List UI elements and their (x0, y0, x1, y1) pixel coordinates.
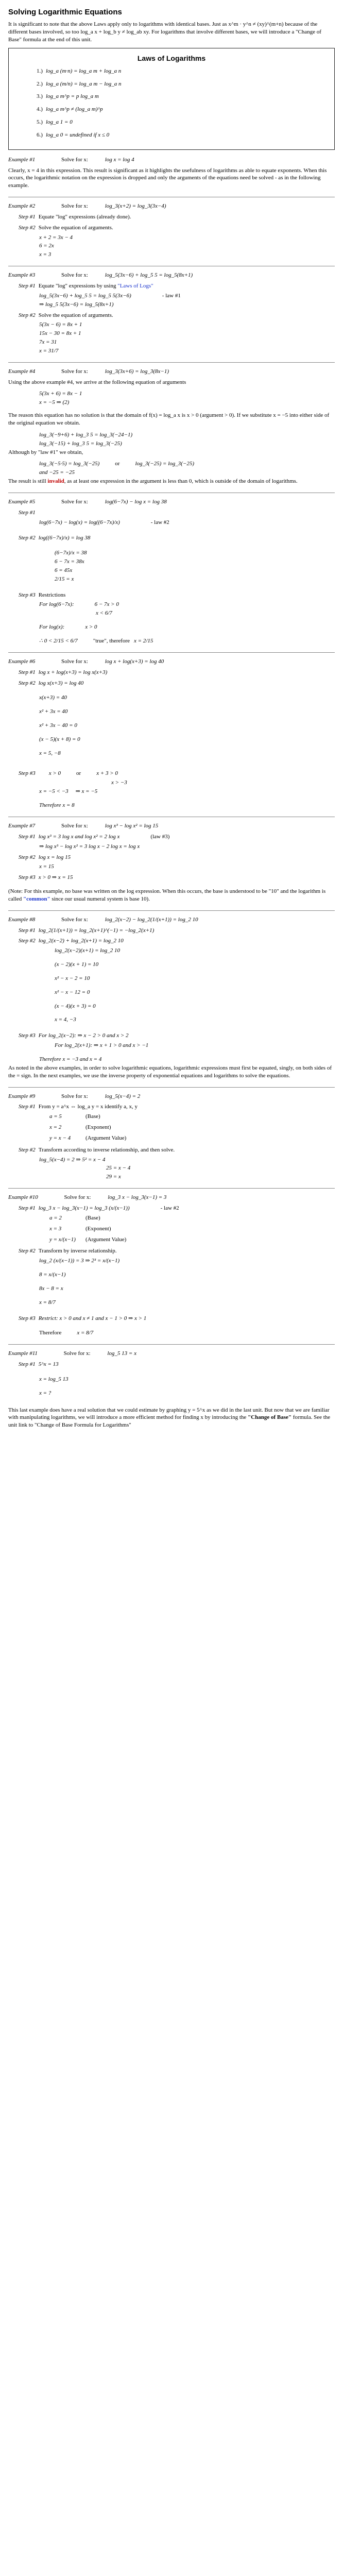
math-line: ⇒ log x³ − log x² = 3 log x − 2 log x = log x (39, 843, 140, 850)
math-line: ⇒ log_5 5(3x−6) = log_5(8x+1) (39, 301, 114, 308)
spacer (8, 884, 335, 888)
grid-desc: (Exponent) (85, 1124, 111, 1131)
spacer (8, 703, 335, 707)
law-text: log_a 0 = undefined if x ≤ 0 (46, 131, 110, 138)
step-label: Step #2 (19, 1146, 36, 1153)
change-of-base-term: "Change of Base" (248, 1414, 292, 1421)
example-equation: log_2(x−2) − log_2(1/(x+1)) = log_2 10 (105, 916, 198, 923)
math-line: (6−7x)/x = 38 (55, 550, 87, 556)
solve-label: Solve for x: (64, 1194, 91, 1201)
math-line: 15x − 30 = 8x + 1 (39, 330, 81, 337)
common-link[interactable]: "common" (23, 895, 50, 902)
math-line (39, 637, 335, 645)
step-label: Step #3 (19, 591, 36, 598)
step-text: Solve the equation of arguments. (38, 224, 113, 231)
math-line: x = 15 (39, 863, 54, 870)
law-item (37, 131, 327, 139)
math-line (39, 601, 335, 608)
solve-label: Solve for x: (61, 156, 88, 163)
grid-var: x = 2 (49, 1124, 62, 1131)
solve-label: Solve for x: (61, 822, 88, 829)
step-text: From y = a^x ⇔ log_a y = x identify a, x, y (38, 1104, 138, 1110)
example-6-header (8, 658, 335, 666)
grid-desc: (Base) (85, 1113, 100, 1120)
spacer (8, 1324, 335, 1328)
example-equation: log x + log(x+3) = log 40 (105, 658, 164, 665)
spacer (8, 744, 335, 749)
step (19, 312, 335, 319)
identify-grid (49, 1113, 335, 1142)
step-label: Step #1 (19, 1104, 36, 1110)
math-text: x > 0 (48, 770, 61, 776)
spacer (8, 956, 335, 960)
grid-desc: (Base) (85, 1214, 100, 1221)
math-line: (x − 5)(x + 8) = 0 (39, 736, 80, 742)
spacer (8, 1011, 335, 1015)
math-line: x = −5 ⇒ (2) (39, 399, 70, 406)
spacer (8, 689, 335, 693)
spacer (8, 544, 335, 548)
math-line: log_5(x−4) = 2 ⇒ 5² = x − 4 (39, 1156, 106, 1163)
step (19, 213, 335, 221)
math-text: log_3(−25) = log_3(−25) (135, 461, 195, 467)
step (19, 534, 335, 542)
step-label: Step #3 (19, 874, 36, 881)
step (19, 1315, 335, 1323)
math-line (39, 1329, 335, 1337)
math-line: 5(3x + 6) = 8x − 1 (39, 391, 82, 397)
or-word: or (76, 770, 81, 776)
step-label: Step #3 (19, 770, 36, 776)
math-line: Therefore x = −3 and x = 4 (39, 1056, 102, 1063)
math-text: log_2(x−2) + log_2(x+1) = log_2 10 (38, 938, 124, 944)
math-line: x(x+3) = 40 (39, 694, 67, 701)
grid-desc: (Exponent) (85, 1225, 111, 1232)
math-line: x = 31/7 (39, 347, 59, 354)
example-4-reason: The reason this equation has no solution is that the domain of f(x) = log_a x is x > 0 (argument > 0). If we substitute x = −5 into either side of the original equation we obtain. (8, 412, 330, 426)
math-text: log_3(−5·5) = log_3(−25) (39, 461, 100, 467)
math-text: For log_2(x−2): ⇒ x − 2 > 0 and x > 2 (38, 1032, 129, 1039)
math-line: x = ? (39, 1389, 52, 1396)
example-7-header (8, 822, 335, 830)
example-2-header (8, 202, 335, 210)
example-label: Example #2 (8, 203, 36, 210)
step-label: Step #3 (19, 1032, 36, 1039)
math-text: x + 3 > 0 (96, 770, 118, 776)
step-text: Equate "log" expressions by using (38, 283, 116, 290)
math-text: log x = log 15 (38, 854, 71, 860)
step (19, 1205, 335, 1212)
law-text: log_a 1 = 0 (46, 119, 73, 126)
step-label: Step #2 (19, 312, 36, 318)
spacer (8, 1384, 335, 1388)
grid-var: a = 2 (49, 1214, 62, 1221)
math-text: Restrict: x > 0 and x ≠ 1 and x − 1 > 0 ⇒ x > 1 (38, 1315, 147, 1321)
math-line: 8 = x/(x−1) (39, 1272, 66, 1278)
math-text: x = −5 < −3 (39, 788, 68, 795)
spacer (8, 1294, 335, 1298)
spacer (8, 632, 335, 636)
step (19, 854, 335, 861)
spacer (8, 408, 335, 412)
math-text: log(6−7x) − log(x) = log((6−7x)/x) (39, 519, 120, 526)
therefore-word: Therefore (39, 1330, 62, 1336)
step-text: Equate "log" expressions (already done). (38, 213, 131, 220)
math-text: "true", therefore (93, 638, 130, 645)
solve-label: Solve for x: (61, 916, 88, 923)
step (19, 591, 335, 599)
math-line: log_3(−9+6) + log_3 5 = log_3(−24−1) (39, 431, 133, 438)
spacer (8, 1050, 335, 1055)
math-line: For log_2(x+1): ⇒ x + 1 > 0 and x > −1 (55, 1042, 149, 1049)
example-9-header (8, 1093, 335, 1100)
math-text: log x(x+3) = log 40 (38, 680, 84, 686)
grid-var: y = x − 4 (49, 1134, 71, 1141)
law-num: 4.) (37, 106, 43, 113)
math-line: 29 = x (106, 1174, 121, 1180)
step (19, 669, 335, 676)
example-8-header (8, 916, 335, 924)
law-item (37, 67, 327, 75)
spacer (8, 1398, 335, 1406)
law-reference: (law #3) (150, 833, 170, 840)
step (19, 1146, 335, 1154)
math-line (39, 623, 335, 631)
example-11-closing (8, 1406, 335, 1430)
example-label: Example #7 (8, 822, 36, 829)
example-equation: log_5 13 = x (107, 1350, 136, 1357)
math-line (39, 519, 335, 527)
step-text: Transform by inverse relationship. (38, 1248, 117, 1255)
example-label: Example #6 (8, 658, 36, 665)
grid-desc: (Argument Value) (85, 1236, 127, 1243)
example-10-header (8, 1194, 335, 1201)
math-text: x = 2/15 (134, 638, 153, 645)
law-num: 5.) (37, 119, 43, 126)
math-line: x² + 3x − 40 = 0 (39, 722, 77, 729)
math-text: ∴ 0 < 2/15 < 6/7 (39, 638, 78, 645)
law-num: 6.) (37, 131, 43, 138)
closing-text: formula. See the unit link to "Change of Base Formula for Logarithms" (8, 1414, 331, 1429)
math-text: For log(6−7x): (39, 601, 74, 608)
intro-paragraph: It is significant to note that the above Laws apply only to logarithms with identical bases. Just as x^m · y^n ≠ (xy)^(m+n) because of the different bases involved, so too log_a x + log_b y ≠ log_ab xy. For logarithms that involve different bases, we will introduce a "Change of Base" formula at the end of this unit. (8, 21, 321, 43)
step-text: Solve the equation of arguments. (38, 312, 113, 318)
step (19, 833, 335, 841)
math-line: 7x = 31 (39, 339, 57, 346)
math-line: 6 = 2x (39, 243, 54, 249)
math-text: log x + log(x+3) = log x(x+3) (38, 669, 108, 675)
step-label: Step #1 (19, 669, 36, 675)
spacer (8, 1370, 335, 1375)
math-text: ⇒ x = −5 (75, 788, 98, 795)
grid-desc: (Argument Value) (85, 1134, 127, 1141)
example-11-header (8, 1350, 335, 1358)
solve-label: Solve for x: (61, 368, 88, 375)
step (19, 282, 335, 290)
example-1-header (8, 156, 335, 164)
math-text: 6 − 7x > 0 (94, 601, 119, 608)
spacer (8, 997, 335, 1002)
math-line: x² − x − 2 = 10 (55, 975, 90, 981)
spacer (8, 1280, 335, 1284)
step-label: Step #1 (19, 927, 36, 934)
example-equation: log_3(3x+6) = log_3(8x−1) (105, 368, 169, 375)
step-label: Step #1 (19, 1205, 36, 1211)
spacer (8, 970, 335, 974)
spacer (8, 758, 335, 767)
spacer (8, 1025, 335, 1029)
divider (8, 362, 335, 363)
law-reference: - law #2 (160, 1205, 179, 1211)
example-equation: log x³ − log x² = log 15 (105, 822, 159, 829)
law-item (37, 80, 327, 88)
law-num: 3.) (37, 93, 43, 100)
page-title: Solving Logarithmic Equations (8, 8, 122, 16)
math-line (39, 460, 335, 468)
law-text: log_a (m·n) = log_a m + log_a n (46, 67, 122, 74)
step (19, 1032, 335, 1040)
math-line: (x − 4)(x + 3) = 0 (55, 1003, 96, 1009)
law-item (37, 118, 327, 126)
math-line: x + 2 = 3x − 4 (39, 234, 73, 241)
step-label: Step #1 (19, 283, 36, 290)
math-line: 8x − 8 = x (39, 1285, 63, 1292)
grid-var: a = 5 (49, 1113, 62, 1120)
step-label: Step #2 (19, 535, 36, 541)
example-label: Example #1 (8, 156, 36, 163)
math-line: 6 = 45x (55, 567, 73, 573)
law-num: 1.) (37, 67, 43, 74)
math-line: x < 6/7 (96, 610, 112, 617)
solve-label: Solve for x: (63, 1350, 91, 1357)
spacer (8, 984, 335, 988)
solve-label: Solve for x: (61, 658, 88, 665)
step-label: Step #1 (19, 833, 36, 840)
divider (8, 1087, 335, 1088)
step (19, 937, 335, 945)
spacer (8, 618, 335, 622)
math-text: log_2(1/(x+1)) = log_2(x+1)^(−1) = −log_2(x+1) (38, 927, 155, 934)
math-line (39, 292, 335, 300)
laws-heading: Laws of Logarithms (137, 54, 206, 62)
math-text: log x³ = 3 log x and log x² = 2 log x (38, 833, 120, 840)
step (19, 770, 335, 777)
invalid-pre: The result is still (8, 478, 46, 485)
math-text: For log(x): (39, 624, 65, 631)
example-label: Example #8 (8, 916, 36, 923)
step (19, 1247, 335, 1255)
example-4-invalid (8, 478, 335, 485)
note-text: since our usual numeral system is base 10). (52, 895, 150, 902)
law-item (37, 106, 327, 113)
example-3-header (8, 272, 335, 279)
step (19, 509, 335, 517)
step-label: Step #2 (19, 854, 36, 860)
example-label: Example #3 (8, 272, 36, 279)
math-line: x = log_5 13 (39, 1376, 68, 1382)
divider (8, 652, 335, 653)
example-label: Example #4 (8, 368, 36, 375)
math-line: (x − 2)(x + 1) = 10 (55, 961, 99, 968)
example-equation: log(6−7x) − log x = log 38 (105, 498, 167, 505)
or-word: or (115, 461, 120, 467)
math-line: x = 3 (39, 251, 52, 258)
identify-grid (49, 1214, 335, 1244)
math-line (39, 788, 335, 795)
step (19, 680, 335, 687)
example-label: Example #11 (8, 1350, 38, 1357)
step-label: Step #2 (19, 1248, 36, 1255)
math-line: 6 − 7x = 38x (55, 558, 84, 565)
spacer (8, 1308, 335, 1312)
note-text: (Note: For this example, no base was written on the log expression. When this occurs, the base is understood to be "10" and the logarithm is called (8, 888, 326, 902)
law-reference: - law #1 (162, 292, 181, 299)
step (19, 224, 335, 232)
law-reference: - law #2 (150, 519, 169, 526)
spacer (8, 1266, 335, 1270)
invalid-word: invalid (47, 478, 64, 485)
math-line: and −25 = −25 (39, 469, 75, 476)
step-label: Step #1 (19, 213, 36, 220)
step-label: Step #2 (19, 680, 36, 686)
step (19, 1361, 335, 1368)
example-4-although: Although by "law #1" we obtain, (8, 449, 83, 455)
math-line: 5(3x − 6) = 8x + 1 (39, 321, 82, 328)
example-8-closing: As noted in the above examples, in order to solve logarithmic equations, logarithmic expressions must first be equated, singly, on both sides of the = sign. In the next examples, we use the inverse property of exponential equations and logarithms to solve the equations. (8, 1064, 332, 1079)
law-text: log_a m^p = p log_a m (46, 93, 99, 100)
math-text: log_3 x − log_3(x−1) = log_3 (x/(x−1)) (38, 1205, 130, 1211)
example-5-header (8, 498, 335, 506)
math-text: log_5(3x−6) + log_5 5 = log_5 5(3x−6) (39, 292, 131, 299)
spacer (8, 717, 335, 721)
law-num: 2.) (37, 80, 43, 87)
math-line: log_2(x−2)(x+1) = log_2 10 (55, 947, 121, 954)
laws-of-logs-link[interactable]: "Laws of Logs" (117, 283, 153, 290)
solve-label: Solve for x: (61, 272, 88, 279)
example-4-intro: Using the above example #4, we arrive at the following equation of arguments (8, 379, 186, 385)
math-text: x > 0 (85, 624, 97, 631)
example-label: Example #5 (8, 498, 36, 505)
math-line: x² − x − 12 = 0 (55, 989, 90, 995)
step-label: Step #1 (19, 1361, 36, 1368)
math-text: log((6−7x)/x) = log 38 (38, 535, 91, 541)
math-line: x = 4, −3 (55, 1016, 76, 1023)
law-item (37, 93, 327, 100)
math-text: x = 8/7 (77, 1330, 94, 1336)
math-text: 5^x = 13 (38, 1361, 59, 1368)
math-line: log_3(−15) + log_3 5 = log_3(−25) (39, 440, 122, 447)
math-line: Therefore x = 8 (39, 802, 75, 809)
example-4-header (8, 368, 335, 376)
laws-box (8, 48, 335, 150)
step-text: Restrictions (38, 591, 66, 598)
step-label: Step #2 (19, 224, 36, 231)
example-equation: log_3 x − log_3(x−1) = 3 (108, 1194, 167, 1201)
math-line: x = 5, −8 (39, 750, 61, 756)
example-equation: log_5(3x−6) + log_5 5 = log_5(8x+1) (105, 272, 193, 279)
math-line: 25 = x − 4 (106, 1165, 131, 1172)
solve-label: Solve for x: (61, 1093, 88, 1099)
invalid-post: , as at least one expression in the argument is less than 0, which is outside of the domain of logarithms. (64, 478, 298, 485)
math-text: x > 0 ⇒ x = 15 (38, 874, 73, 881)
step-label: Step #2 (19, 938, 36, 944)
step (19, 874, 335, 882)
spacer (8, 731, 335, 735)
spacer (8, 584, 335, 588)
solve-label: Solve for x: (61, 203, 88, 210)
step-label: Step #3 (19, 1315, 36, 1321)
closing-text: This last example does have a real solution that we could estimate by graphing y = 5^x as we did in the last unit. But now that we are familiar with manipulating logarithms, we will introduce a more efficient method for finding x by introducing the (8, 1406, 330, 1421)
math-line: x = 8/7 (39, 1299, 56, 1306)
math-line: 2/15 = x (55, 575, 74, 582)
math-line: x > −3 (111, 779, 127, 786)
spacer (8, 796, 335, 801)
divider (8, 910, 335, 911)
math-line: x² + 3x = 40 (39, 708, 68, 715)
grid-var: y = x/(x−1) (49, 1236, 76, 1243)
step (19, 927, 335, 935)
divider (8, 1344, 335, 1345)
law-text: log_a (m/n) = log_a m − log_a n (46, 80, 122, 87)
example-1-note: Clearly, x = 4 in this expression. This result is significant as it highlights the usefulness of logarithms as able to equate exponents. When this occurs, the logarithmic notation on the expression is dropped and only the arguments of the equations need be solved - as in the following example. (8, 167, 327, 189)
spacer (8, 527, 335, 531)
example-equation: log_5(x−4) = 2 (105, 1093, 141, 1099)
solve-label: Solve for x: (61, 498, 88, 505)
step-text: Transform according to inverse relationship, and then solve. (38, 1146, 175, 1153)
step-label: Step #1 (19, 509, 36, 516)
example-label: Example #10 (8, 1194, 38, 1201)
divider (8, 1188, 335, 1189)
grid-var: x = 3 (49, 1225, 62, 1232)
law-text: log_a m^p ≠ (log_a m)^p (46, 106, 103, 113)
example-label: Example #9 (8, 1093, 36, 1099)
example-equation: log x = log 4 (105, 156, 134, 163)
step (19, 1103, 335, 1111)
example-equation: log_3(x+2) = log_3(3x−4) (105, 203, 166, 210)
example-7-note (8, 888, 335, 903)
math-line: log_2 (x/(x−1)) = 3 ⇒ 2³ = x/(x−1) (39, 1258, 120, 1264)
